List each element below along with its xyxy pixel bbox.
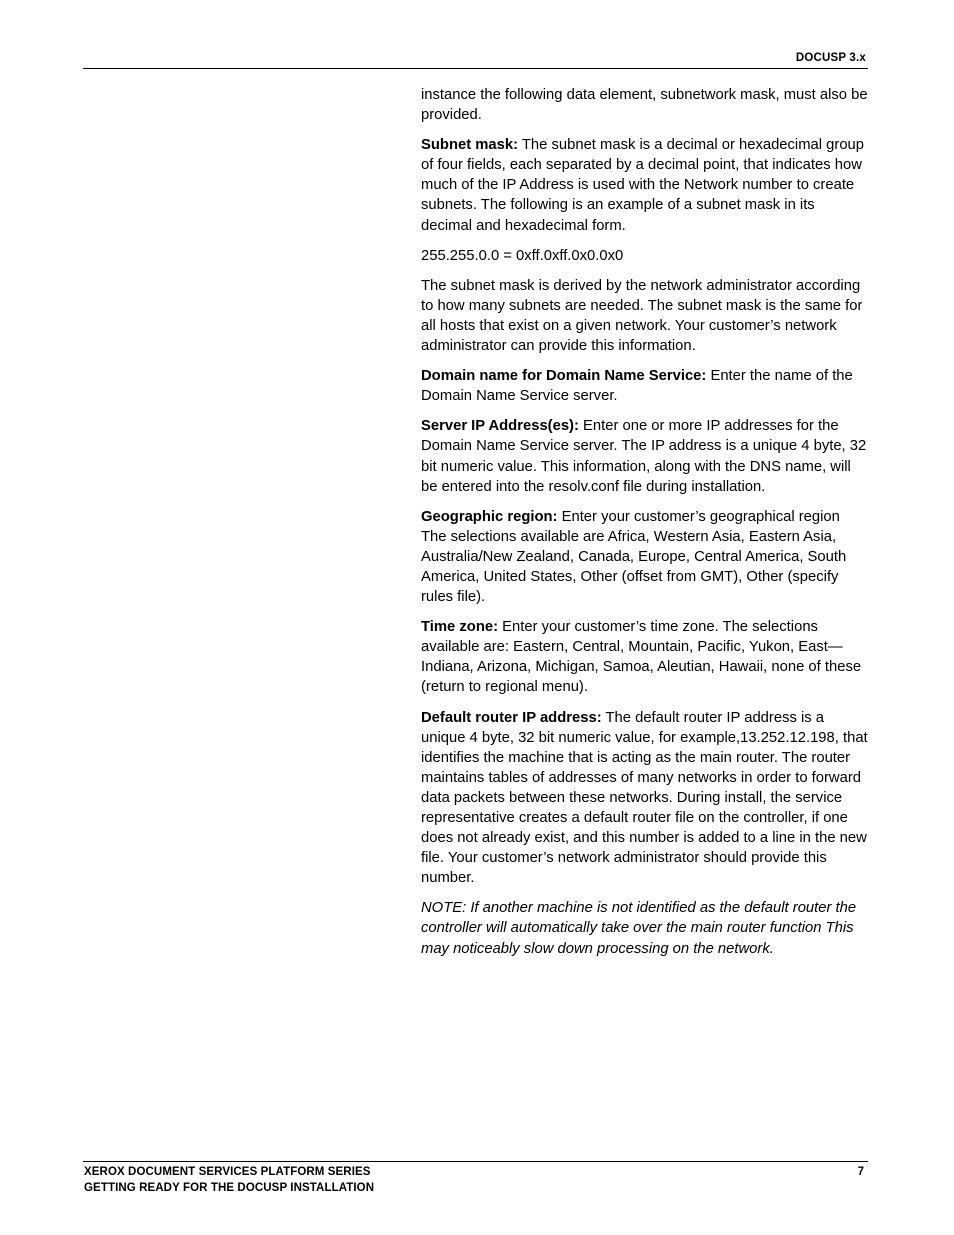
running-header-title: DOCUSP 3.x [795,52,866,64]
header-divider [83,68,868,69]
footer-series-title: XEROX DOCUMENT SERVICES PLATFORM SERIES [84,1166,371,1178]
subnet-derived-paragraph: The subnet mask is derived by the network administrator according to how many subnets are needed. The subnet mask is the same for all hosts that exist on a given network. Your customer’s network administrator can provide this information. [421,277,863,355]
subnet-mask-term: Subnet mask: [421,137,519,154]
domain-name-term: Domain name for Domain Name Service: [421,368,707,385]
default-router-text: The default router IP address is a unique 4 byte, 32 bit numeric value, for example,13.252.12.198, that identifies the machine that is acting as the main router. The router maintains tables of addresses of many networks in order to forward data packets between these networks. During install, the service representative creates a default router file on the controller, if one does not already exist, and this number is added to a line in the new file. Your customer’s network administrator should provide this number. [421,709,868,887]
intro-paragraph: instance the following data element, subnetwork mask, must also be provided. [421,87,868,124]
subnet-mask-text: The subnet mask is a decimal or hexadecimal group of four fields, each separated by a decimal point, that indicates how much of the IP Address is used with the Network number to create subnets. The following is an example of a subnet mask in its decimal and hexadecimal form. [421,137,865,234]
router-note: NOTE: If another machine is not identified as the default router the controller will automatically take over the main router function This may noticeably slow down processing on the network. [421,900,857,957]
footer-chapter-title: GETTING READY FOR THE DOCUSP INSTALLATION [84,1182,375,1194]
page-number: 7 [857,1166,864,1178]
server-ip-paragraph [421,416,869,496]
geographic-region-term: Geographic region: [421,508,558,525]
subnet-mask-paragraph [421,135,869,235]
domain-name-paragraph [421,366,869,406]
geographic-region-paragraph [421,507,869,607]
footer-divider [83,1161,868,1162]
default-router-paragraph [421,708,869,889]
default-router-term: Default router IP address: [421,709,602,726]
geographic-region-text: Enter your customer’s geographical region The selections available are Africa, Western Asia, Eastern Asia, Australia/New Zealand, Canada, Europe, Central America, South America, United States, Other (offset from GMT), Other (specify rules file). [421,508,847,606]
time-zone-term: Time zone: [421,619,499,636]
server-ip-text: Enter one or more IP addresses for the Domain Name Service server. The IP address is a unique 4 byte, 32 bit numeric value. This information, along with the DNS name, will be entered into the resolv.conf file during installation. [421,418,867,495]
body-text-column [421,85,869,969]
subnet-mask-example: 255.255.0.0 = 0xff.0xff.0x0.0x0 [421,247,624,264]
time-zone-text: Enter your customer’s time zone. The selections available are: Eastern, Central, Mountain, Pacific, Yukon, East—Indiana, Arizona, Michigan, Samoa, Aleutian, Hawaii, none of these (return to regional menu). [421,619,862,696]
domain-name-text: Enter the name of the Domain Name Service server. [421,368,853,405]
time-zone-paragraph [421,617,869,697]
server-ip-term: Server IP Address(es): [421,418,579,435]
